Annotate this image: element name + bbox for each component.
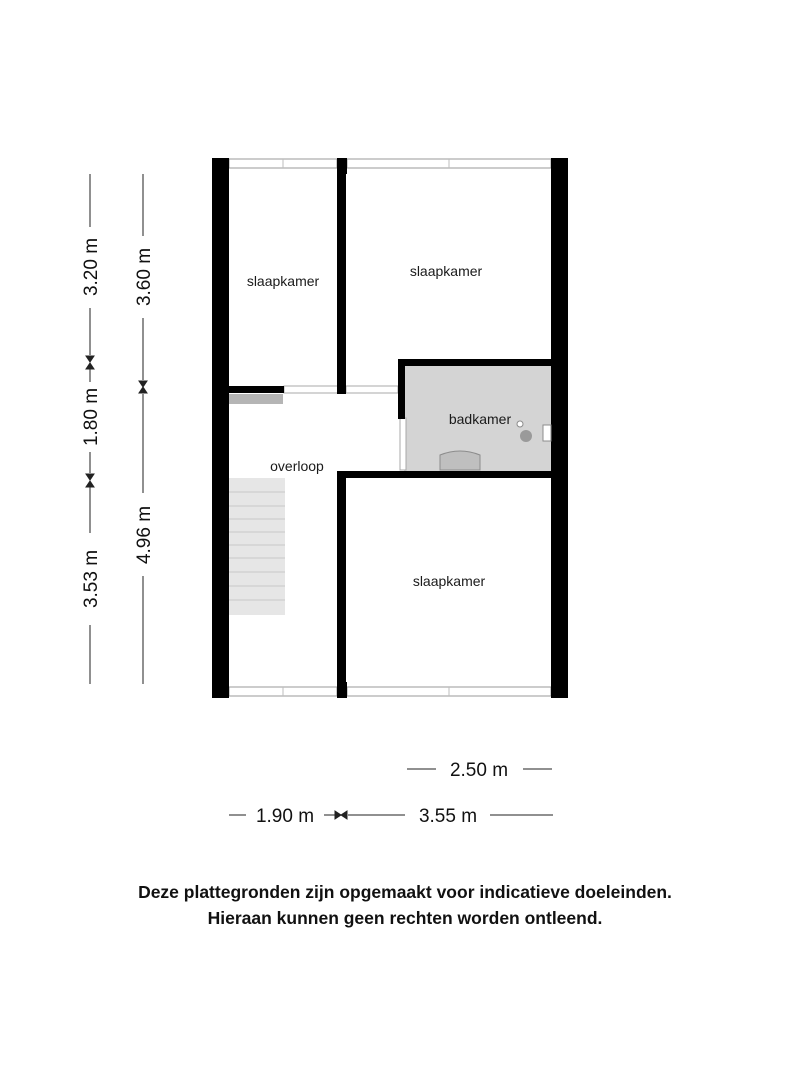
room-label-badkamer: badkamer xyxy=(448,411,512,427)
dim-bottom-right: 3.55 m xyxy=(418,806,478,827)
staircase xyxy=(229,478,285,615)
room-label-slaapkamer-bottom: slaapkamer xyxy=(412,573,486,589)
dim-left-inner-bottom: 4.96 m xyxy=(134,505,155,565)
dim-bottom-left: 1.90 m xyxy=(255,806,315,827)
room-label-slaapkamer-right: slaapkamer xyxy=(409,263,483,279)
disclaimer-line-1: Deze plattegronden zijn opgemaakt voor indicatieve doeleinden. xyxy=(138,882,672,902)
disclaimer xyxy=(0,879,810,931)
dim-left-outer-top: 3.20 m xyxy=(81,237,102,297)
toilet-icon xyxy=(440,451,480,470)
dim-left-inner-top: 3.60 m xyxy=(134,247,155,307)
disclaimer-line-2: Hieraan kunnen geen rechten worden ontleend. xyxy=(207,908,603,928)
dim-left-outer-bottom: 3.53 m xyxy=(81,549,102,609)
room-label-overloop: overloop xyxy=(270,458,324,474)
dim-bottom-upper: 2.50 m xyxy=(449,760,509,781)
landing-strip xyxy=(229,394,283,404)
dim-left-outer-middle: 1.80 m xyxy=(81,387,102,447)
room-label-slaapkamer-left: slaapkamer xyxy=(246,273,320,289)
